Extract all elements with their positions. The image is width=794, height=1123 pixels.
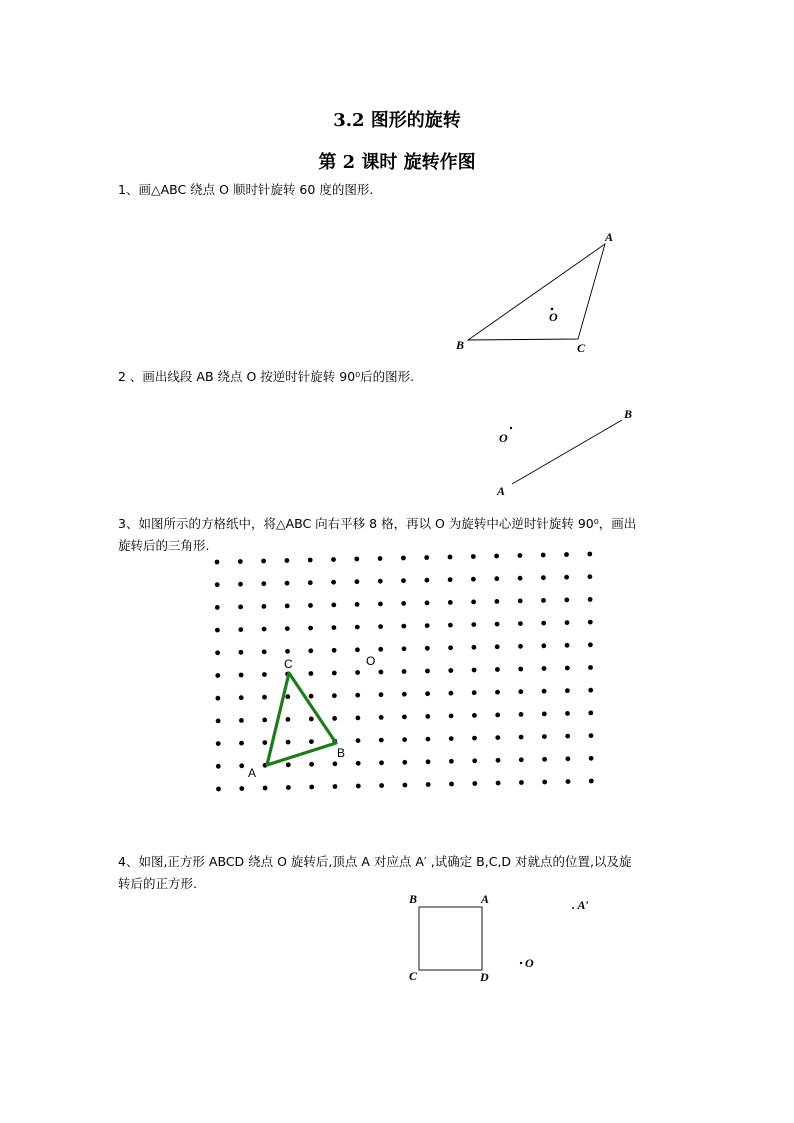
label-o-3: O xyxy=(366,654,376,668)
grid-dot xyxy=(495,713,500,718)
label-c-3: C xyxy=(284,657,293,671)
grid-dot xyxy=(238,627,243,632)
grid-dot xyxy=(239,718,244,723)
grid-dot xyxy=(378,579,383,584)
grid-dot xyxy=(588,711,593,716)
grid-dot xyxy=(588,620,593,625)
grid-dot xyxy=(566,756,571,761)
grid-dot xyxy=(448,623,453,628)
grid-dot xyxy=(355,602,360,607)
grid-dot xyxy=(448,577,453,582)
grid-dot xyxy=(471,600,476,605)
grid-dot xyxy=(541,553,546,558)
grid-dot xyxy=(518,689,523,694)
grid-dot xyxy=(239,741,244,746)
grid-dot xyxy=(566,779,571,784)
question-1-text: 1、画△ABC 绕点 O 顺时针旋转 60 度的图形. xyxy=(118,182,374,197)
label-a-3: A xyxy=(248,766,257,780)
grid-dot xyxy=(333,784,338,789)
grid-dot xyxy=(215,582,220,587)
grid-dot xyxy=(239,786,244,791)
grid-dot xyxy=(588,597,593,602)
grid-dot xyxy=(518,644,523,649)
grid-dot xyxy=(495,667,500,672)
grid-dot xyxy=(518,576,523,581)
grid-dot xyxy=(379,692,384,697)
grid-dot xyxy=(588,688,593,693)
question-4-text-line2: 转后的正方形. xyxy=(118,876,197,891)
label-o-1: O xyxy=(549,310,558,324)
grid-dot xyxy=(426,782,431,787)
grid-dot xyxy=(355,647,360,652)
grid-dot xyxy=(495,644,500,649)
grid-dot xyxy=(472,781,477,786)
grid-dot xyxy=(262,672,267,677)
grid-dot xyxy=(565,734,570,739)
grid-dot xyxy=(471,622,476,627)
grid-dot xyxy=(263,786,268,791)
grid-dot xyxy=(564,598,569,603)
grid-dot xyxy=(472,758,477,763)
grid-dot xyxy=(332,648,337,653)
grid-dot xyxy=(402,646,407,651)
point-o-4 xyxy=(520,962,522,964)
grid-dot xyxy=(425,714,430,719)
grid-dot xyxy=(472,713,477,718)
grid-dot xyxy=(449,736,454,741)
grid-dot xyxy=(564,575,569,580)
grid-dot xyxy=(401,578,406,583)
grid-dot xyxy=(471,577,476,582)
grid-dot xyxy=(495,599,500,604)
grid-dot xyxy=(495,622,500,627)
grid-dot xyxy=(425,646,430,651)
grid-dot xyxy=(401,624,406,629)
point-o-2 xyxy=(510,427,512,429)
grid-dot xyxy=(565,620,570,625)
grid-dot xyxy=(285,581,290,586)
grid-dot xyxy=(331,580,336,585)
grid-dot xyxy=(309,762,314,767)
grid-dot xyxy=(238,605,243,610)
grid-dot xyxy=(354,557,359,562)
grid-dot xyxy=(331,557,336,562)
grid-dot xyxy=(589,779,594,784)
grid-dot xyxy=(262,695,267,700)
triangle-abc-3 xyxy=(267,673,336,765)
grid-dot xyxy=(519,757,524,762)
grid-dot xyxy=(565,711,570,716)
figure-4 xyxy=(408,892,589,984)
figure-3 xyxy=(215,552,594,792)
grid-dot xyxy=(215,650,220,655)
grid-dot xyxy=(356,784,361,789)
grid-dot xyxy=(589,733,594,738)
grid-dot xyxy=(356,738,361,743)
grid-dot xyxy=(379,715,384,720)
grid-dot xyxy=(308,580,313,585)
grid-dot xyxy=(541,575,546,580)
grid-dot xyxy=(356,761,361,766)
grid-dot xyxy=(448,668,453,673)
grid-dot xyxy=(518,621,523,626)
grid-dot xyxy=(355,579,360,584)
grid-dot xyxy=(542,757,547,762)
grid-dot xyxy=(286,785,291,790)
grid-dot xyxy=(494,576,499,581)
grid-dot xyxy=(379,760,384,765)
label-a-4: A xyxy=(481,892,490,906)
grid-dot xyxy=(355,670,360,675)
label-o-4: O xyxy=(525,956,534,970)
grid-dot xyxy=(215,605,220,610)
grid-dot xyxy=(403,783,408,788)
grid-dot xyxy=(285,694,290,699)
grid-dot xyxy=(425,578,430,583)
grid-dot xyxy=(496,758,501,763)
grid-dot xyxy=(332,716,337,721)
grid-dot xyxy=(308,558,313,563)
grid-dot xyxy=(309,785,314,790)
grid-dot xyxy=(519,712,524,717)
grid-dot xyxy=(402,692,407,697)
label-b-1: B xyxy=(456,338,465,352)
grid-dot xyxy=(238,559,243,564)
grid-dot xyxy=(542,712,547,717)
grid-dot xyxy=(426,737,431,742)
grid-dot xyxy=(495,735,500,740)
grid-dot xyxy=(216,787,221,792)
grid-dot xyxy=(309,694,314,699)
grid-dot xyxy=(308,626,313,631)
page-subtitle: 第 2 课时 旋转作图 xyxy=(318,152,476,173)
grid-dot xyxy=(308,648,313,653)
grid-dot xyxy=(402,760,407,765)
grid-dot xyxy=(261,559,266,564)
grid-dot xyxy=(449,691,454,696)
grid-dot xyxy=(402,669,407,674)
figure-2 xyxy=(496,407,632,498)
label-a-prime-4: . A′ xyxy=(572,898,589,912)
grid-dot xyxy=(448,555,453,560)
grid-dot xyxy=(216,764,221,769)
label-b-2: B xyxy=(624,407,633,421)
grid-dot xyxy=(215,560,220,565)
grid-dot xyxy=(262,740,267,745)
grid-dot xyxy=(588,665,593,670)
dot-grid xyxy=(215,552,594,792)
grid-dot xyxy=(285,649,290,654)
grid-dot xyxy=(215,673,220,678)
grid-dot xyxy=(262,649,267,654)
grid-dot xyxy=(215,628,220,633)
square-abcd-4 xyxy=(419,907,482,970)
grid-dot xyxy=(378,556,383,561)
grid-dot xyxy=(541,598,546,603)
grid-dot xyxy=(565,666,570,671)
grid-dot xyxy=(379,738,384,743)
label-d-4: D xyxy=(480,970,489,984)
grid-dot xyxy=(564,552,569,557)
grid-dot xyxy=(494,554,499,559)
grid-dot xyxy=(448,645,453,650)
grid-dot xyxy=(216,741,221,746)
grid-dot xyxy=(379,783,384,788)
grid-dot xyxy=(472,668,477,673)
grid-dot xyxy=(331,603,336,608)
grid-dot xyxy=(286,740,291,745)
question-4-text-line1: 4、如图,正方形 ABCD 绕点 O 旋转后,顶点 A 对应点 A′ ,试确定 B,C,D 对就点的位置,以及旋 xyxy=(118,854,632,869)
label-b-3: B xyxy=(337,746,346,760)
grid-dot xyxy=(355,625,360,630)
page-title: 3.2 图形的旋转 xyxy=(333,110,461,131)
grid-dot xyxy=(448,600,453,605)
grid-dot xyxy=(332,625,337,630)
grid-dot xyxy=(519,780,524,785)
grid-dot xyxy=(588,642,593,647)
label-a-2: A xyxy=(497,484,506,498)
grid-dot xyxy=(262,718,267,723)
grid-dot xyxy=(401,601,406,606)
question-3-text-line1: 3、如图所示的方格纸中，将△ABC 向右平移 8 格，再以 O 为旋转中心逆时针旋转 90⁰，画出 xyxy=(118,516,637,531)
grid-dot xyxy=(239,695,244,700)
label-c-1: C xyxy=(577,341,586,355)
triangle-abc-1 xyxy=(468,244,605,340)
grid-dot xyxy=(518,553,523,558)
grid-dot xyxy=(496,781,501,786)
grid-dot xyxy=(565,688,570,693)
question-2-text: 2 、画出线段 AB 绕点 O 按逆时针旋转 90⁰后的图形. xyxy=(118,369,415,384)
grid-dot xyxy=(239,763,244,768)
grid-dot xyxy=(309,717,314,722)
label-b-4: B xyxy=(409,892,418,906)
grid-dot xyxy=(542,666,547,671)
grid-dot xyxy=(541,643,546,648)
figure-1 xyxy=(455,230,613,355)
grid-dot xyxy=(472,645,477,650)
grid-dot xyxy=(239,650,244,655)
grid-dot xyxy=(472,736,477,741)
grid-dot xyxy=(239,673,244,678)
grid-dot xyxy=(216,719,221,724)
grid-dot xyxy=(309,671,314,676)
grid-dot xyxy=(332,693,337,698)
grid-dot xyxy=(379,670,384,675)
grid-dot xyxy=(589,756,594,761)
grid-dot xyxy=(449,782,454,787)
grid-dot xyxy=(542,689,547,694)
grid-dot xyxy=(518,667,523,672)
grid-dot xyxy=(495,690,500,695)
grid-dot xyxy=(378,624,383,629)
grid-dot xyxy=(356,716,361,721)
grid-dot xyxy=(378,602,383,607)
grid-dot xyxy=(285,558,290,563)
grid-dot xyxy=(425,623,430,628)
grid-dot xyxy=(402,737,407,742)
grid-dot xyxy=(262,604,267,609)
grid-dot xyxy=(216,696,221,701)
grid-dot xyxy=(401,556,406,561)
grid-dot xyxy=(542,734,547,739)
label-o-2: O xyxy=(499,431,508,445)
grid-dot xyxy=(262,627,267,632)
grid-dot xyxy=(333,761,338,766)
grid-dot xyxy=(309,739,314,744)
grid-dot xyxy=(565,643,570,648)
grid-dot xyxy=(541,621,546,626)
question-3-text-line2: 旋转后的三角形. xyxy=(118,538,210,553)
grid-dot xyxy=(285,604,290,609)
grid-dot xyxy=(449,714,454,719)
segment-ab-2 xyxy=(512,420,622,484)
grid-dot xyxy=(286,762,291,767)
grid-dot xyxy=(471,554,476,559)
grid-dot xyxy=(426,759,431,764)
grid-dot xyxy=(238,582,243,587)
grid-dot xyxy=(355,693,360,698)
label-a-1: A xyxy=(605,230,614,244)
grid-dot xyxy=(542,780,547,785)
grid-dot xyxy=(518,599,523,604)
grid-dot xyxy=(425,601,430,606)
grid-dot xyxy=(588,574,593,579)
grid-dot xyxy=(285,626,290,631)
grid-dot xyxy=(332,671,337,676)
grid-dot xyxy=(425,691,430,696)
grid-dot xyxy=(402,715,407,720)
grid-dot xyxy=(261,581,266,586)
grid-dot xyxy=(587,552,592,557)
grid-dot xyxy=(472,690,477,695)
grid-dot xyxy=(378,647,383,652)
grid-dot xyxy=(424,555,429,560)
grid-dot xyxy=(425,669,430,674)
grid-dot xyxy=(308,603,313,608)
grid-dot xyxy=(449,759,454,764)
grid-dot xyxy=(286,717,291,722)
label-c-4: C xyxy=(409,969,418,983)
grid-dot xyxy=(519,735,524,740)
